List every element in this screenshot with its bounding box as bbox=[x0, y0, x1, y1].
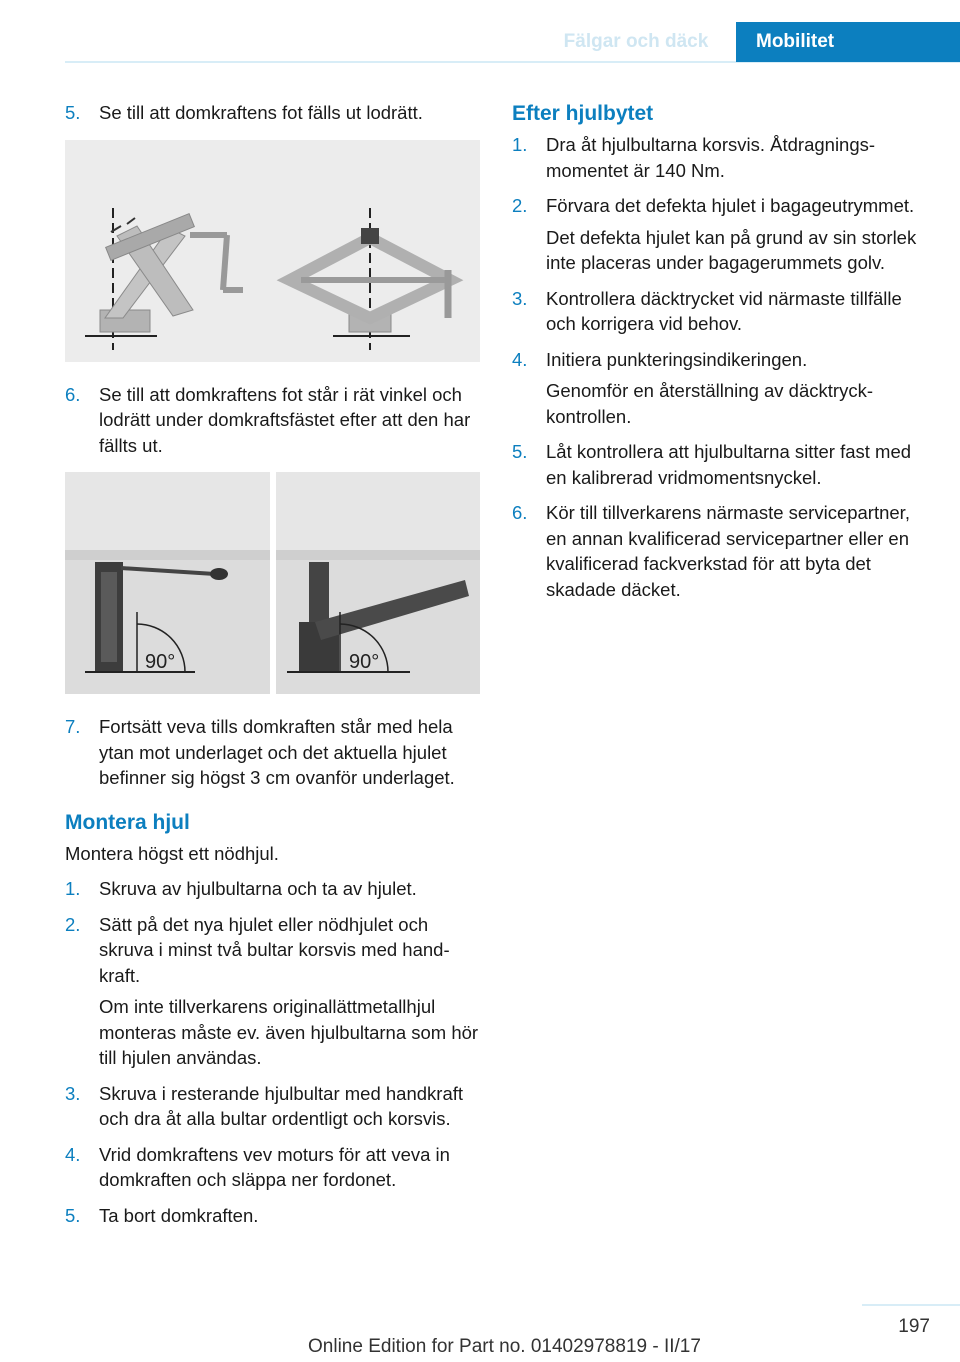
step-number: 2. bbox=[65, 913, 81, 935]
jack-angle-figure bbox=[65, 472, 480, 694]
step-number: 3. bbox=[512, 287, 528, 309]
list-item bbox=[512, 132, 932, 183]
step-number: 1. bbox=[65, 878, 81, 899]
step-number: 6. bbox=[512, 502, 528, 523]
step-number: 6. bbox=[65, 383, 81, 405]
list-item bbox=[65, 1203, 483, 1229]
step-text: Skruva i resterande hjulbultar med handkraft och dra åt alla bultar ordentligt och korsvis. bbox=[99, 1082, 464, 1129]
list-item bbox=[65, 1081, 483, 1132]
section-heading: Efter hjulbytet bbox=[512, 102, 654, 125]
section-heading: Montera hjul bbox=[65, 810, 190, 834]
section-intro: Montera högst ett nödhjul. bbox=[65, 842, 279, 864]
list-item bbox=[65, 876, 483, 902]
step-text: Se till att domkraftens fot fälls ut lodrätt. bbox=[99, 102, 423, 123]
left-column bbox=[65, 100, 483, 1238]
step-note: Genomför en återställning av däcktryckkontrollen. bbox=[546, 380, 873, 427]
right-column bbox=[512, 100, 932, 612]
step-text: Kontrollera däcktrycket vid närmaste tillfälle och korrigera vid behov. bbox=[546, 287, 902, 334]
list-item bbox=[512, 286, 932, 337]
step-text: Skruva av hjulbultarna och ta av hjulet. bbox=[99, 878, 417, 899]
step-number: 5. bbox=[512, 441, 528, 462]
step-number: 5. bbox=[65, 1204, 81, 1226]
step-text: Fortsätt veva tills domkraften står med hela ytan mot underlaget och det aktuella hjulet befinner sig högst 3 cm ovanför underlaget. bbox=[99, 716, 455, 788]
list-item bbox=[512, 500, 932, 602]
list-item bbox=[512, 347, 932, 430]
step-text: Se till att domkraftens fot står i rät vinkel och lodrätt under domkraftsfästet efter att den har fällts ut. bbox=[99, 383, 471, 456]
step-text: Ta bort domkraften. bbox=[99, 1204, 259, 1226]
angle-label-left: 90° bbox=[145, 651, 176, 673]
step-number: 7. bbox=[65, 716, 81, 737]
step-number: 3. bbox=[65, 1082, 81, 1104]
edition-note: Online Edition for Part no. 01402978819 - II/17 bbox=[308, 1336, 701, 1357]
page-number: 197 bbox=[898, 1316, 930, 1337]
step-text: Initiera punkteringsindikeringen. bbox=[546, 348, 808, 370]
list-item bbox=[65, 1142, 483, 1193]
jack-foot-figure bbox=[65, 140, 480, 362]
list-item bbox=[65, 912, 483, 1071]
list-item bbox=[65, 382, 483, 459]
step-number: 4. bbox=[65, 1143, 81, 1165]
step-text: Låt kontrollera att hjulbultarna sitter fast med en kalibrerad vridmomentsnyckel. bbox=[546, 441, 912, 488]
step-text: Dra åt hjulbultarna korsvis. Åtdragningsmomentet är 140 Nm. bbox=[546, 134, 876, 181]
step-note: Det defekta hjulet kan på grund av sin storlek inte placeras under bagagerummets golv. bbox=[546, 226, 917, 273]
angle-label-right: 90° bbox=[349, 651, 380, 673]
step-number: 4. bbox=[512, 348, 528, 370]
list-item bbox=[65, 100, 483, 126]
step-note: Om inte tillverkarens originallättmetallhjul monteras måste ev. även hjulbultarna som hör till hjulen användas. bbox=[99, 996, 479, 1068]
step-text: Sätt på det nya hjulet eller nödhjulet och skruva i minst två bultar korsvis med handkraft. bbox=[99, 913, 450, 986]
list-item bbox=[512, 193, 932, 276]
step-text: Förvara det defekta hjulet i bagageutrymmet. bbox=[546, 195, 915, 216]
step-text: Kör till tillverkarens närmaste servicepartner, en annan kvalificerad servicepartner eller en kvalificerad fackverkstad för att byta det skadade däcket. bbox=[546, 502, 910, 600]
list-item bbox=[65, 714, 483, 791]
step-text: Vrid domkraftens vev moturs för att veva in domkraften och släppa ner fordonet. bbox=[99, 1143, 450, 1190]
section-tab[interactable]: Fälgar och däck bbox=[563, 31, 709, 52]
chapter-tab[interactable]: Mobilitet bbox=[736, 22, 960, 62]
list-item bbox=[512, 439, 932, 490]
footer-rule bbox=[862, 1304, 960, 1306]
step-number: 5. bbox=[65, 102, 81, 123]
step-number: 2. bbox=[512, 195, 528, 216]
step-number: 1. bbox=[512, 134, 528, 155]
